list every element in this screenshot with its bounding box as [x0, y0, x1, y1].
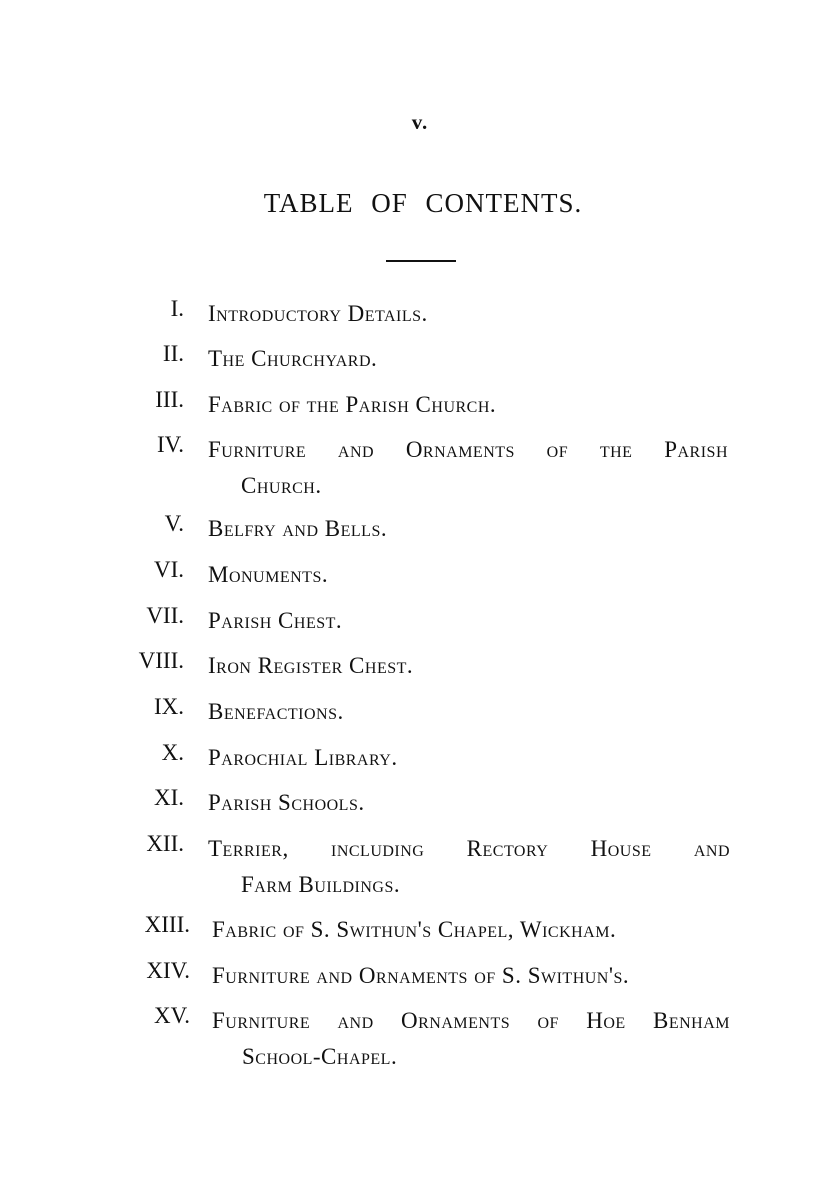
entry-title: Introductory Details.	[208, 301, 428, 326]
title-rule	[386, 260, 456, 262]
entry-title-continuation: School-Chapel.	[242, 1044, 398, 1069]
entry-numeral: I.	[170, 296, 184, 321]
entry-numeral: VIII.	[138, 648, 184, 673]
page-title: TABLE OF CONTENTS.	[263, 188, 583, 218]
entry-title: Furniture and Ornaments of the Parish	[208, 437, 728, 462]
entry-numeral: II.	[162, 341, 184, 366]
entry-title-block	[208, 432, 728, 504]
entry-numeral: XV.	[153, 1003, 190, 1028]
entry-numeral: IV.	[156, 432, 184, 457]
entry-numeral: XI.	[153, 785, 184, 810]
entry-numeral: IX.	[153, 694, 184, 719]
entry-title: Parish Chest.	[208, 608, 343, 633]
entry-numeral: VI.	[153, 557, 184, 582]
entry-title: The Churchyard.	[208, 346, 378, 371]
entry-numeral: III.	[155, 387, 184, 412]
entry-title: Parish Schools.	[208, 790, 365, 815]
entry-title-block	[208, 831, 730, 903]
page-number: v.	[411, 110, 429, 134]
entry-title: Parochial Library.	[208, 745, 398, 770]
entry-numeral: XII.	[146, 831, 184, 856]
entry-title: Belfry and Bells.	[208, 516, 388, 541]
entry-numeral: VII.	[146, 603, 184, 628]
entry-title: Terrier, including Rectory House and	[208, 836, 730, 861]
entry-numeral: XIII.	[144, 912, 190, 937]
entry-numeral: V.	[164, 511, 184, 536]
entry-title: Fabric of the Parish Church.	[208, 392, 497, 417]
entry-numeral: X.	[161, 740, 184, 765]
entry-title: Benefactions.	[208, 699, 344, 724]
entry-title-continuation: Church.	[241, 473, 322, 498]
entry-numeral: XIV.	[146, 958, 190, 983]
entry-title: Furniture and Ornaments of Hoe Benham	[212, 1008, 730, 1033]
entry-title-block	[212, 1003, 730, 1075]
entry-title-continuation: Farm Buildings.	[241, 872, 401, 897]
entry-title: Furniture and Ornaments of S. Swithun's.	[212, 963, 630, 988]
entry-title: Fabric of S. Swithun's Chapel, Wickham.	[212, 917, 617, 942]
entry-title: Monuments.	[208, 562, 329, 587]
entry-title: Iron Register Chest.	[208, 653, 414, 678]
